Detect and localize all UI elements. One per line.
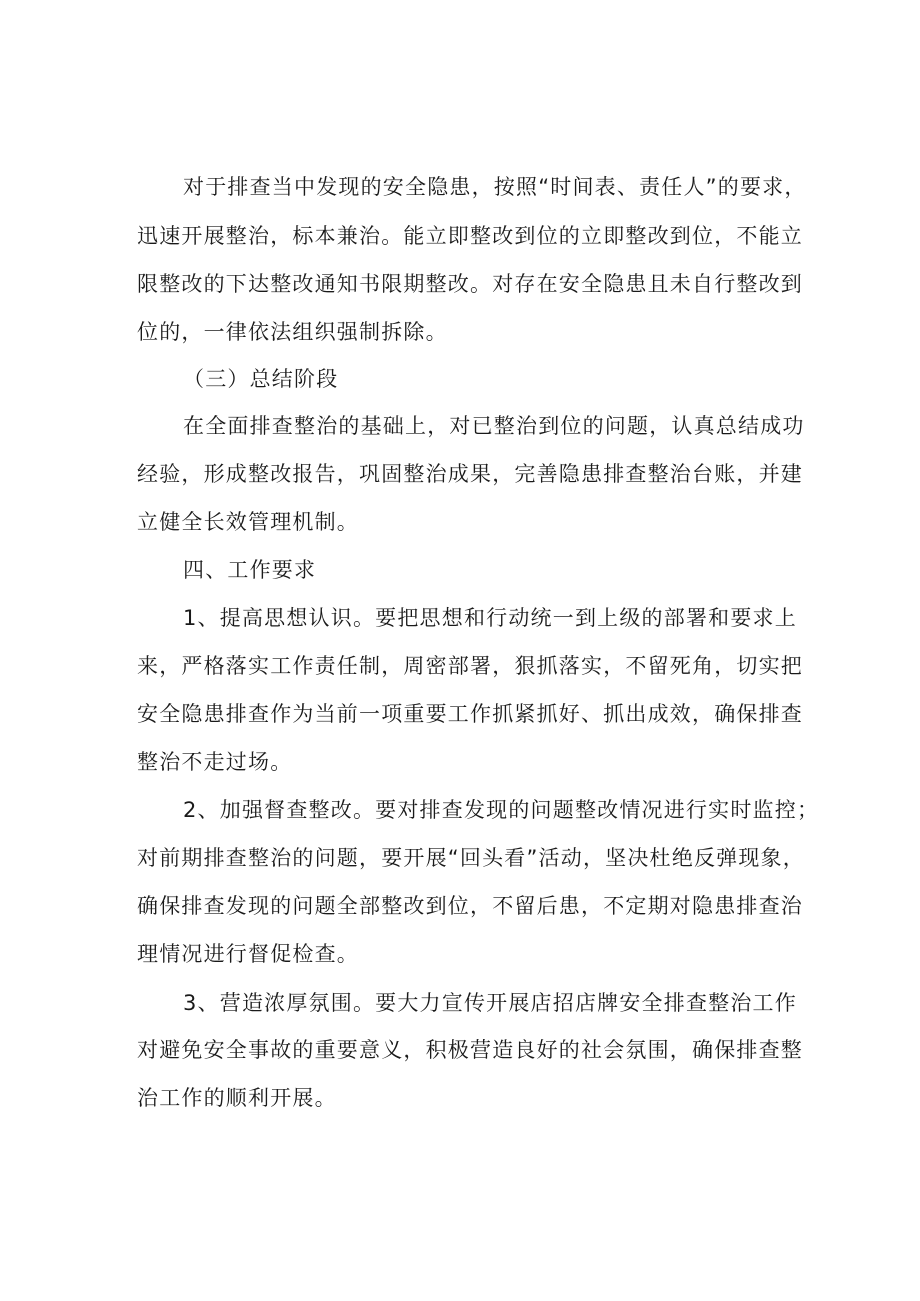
body-text-line: 对避免安全事故的重要意义，积极营造良好的社会氛围，确保排查整: [137, 1038, 803, 1062]
body-text-line: 安全隐患排查作为当前一项重要工作抓紧抓好、抓出成效，确保排查: [137, 702, 803, 726]
body-text-line: 在全面排查整治的基础上，对已整治到位的问题，认真总结成功: [183, 414, 805, 438]
body-text-line: 立健全长效管理机制。: [137, 510, 359, 534]
body-text-line: 迅速开展整治，标本兼治。能立即整改到位的立即整改到位，不能立: [137, 224, 803, 248]
body-text-line: 3、营造浓厚氛围。要大力宣传开展店招店牌安全排查整治工作: [183, 991, 797, 1015]
body-text-line: 对前期排查整治的问题，要开展“回头看”活动，坚决杜绝反弹现象，: [137, 846, 805, 870]
section-heading: （三）总结阶段: [183, 367, 339, 391]
body-text-line: 来，严格落实工作责任制，周密部署，狠抓落实，不留死角，切实把: [137, 654, 803, 678]
body-text-line: 2、加强督查整改。要对排查发现的问题整改情况进行实时监控；: [183, 798, 820, 822]
body-text-line: 确保排查发现的问题全部整改到位，不留后患，不定期对隐患排查治: [137, 894, 803, 918]
body-text-line: 理情况进行督促检查。: [137, 942, 359, 966]
body-text-line: 位的，一律依法组织强制拆除。: [137, 320, 448, 344]
section-heading: 四、工作要求: [183, 558, 317, 582]
body-text-line: 整治不走过场。: [137, 750, 293, 774]
body-text-line: 治工作的顺利开展。: [137, 1086, 337, 1110]
body-text-line: 1、提高思想认识。要把思想和行动统一到上级的部署和要求上: [183, 606, 797, 630]
body-text-line: 限整改的下达整改通知书限期整改。对存在安全隐患且未自行整改到: [137, 272, 803, 296]
body-text-line: 经验，形成整改报告，巩固整治成果，完善隐患排查整治台账，并建: [137, 462, 803, 486]
body-text-line: 对于排查当中发现的安全隐患，按照“时间表、责任人”的要求，: [183, 175, 807, 199]
